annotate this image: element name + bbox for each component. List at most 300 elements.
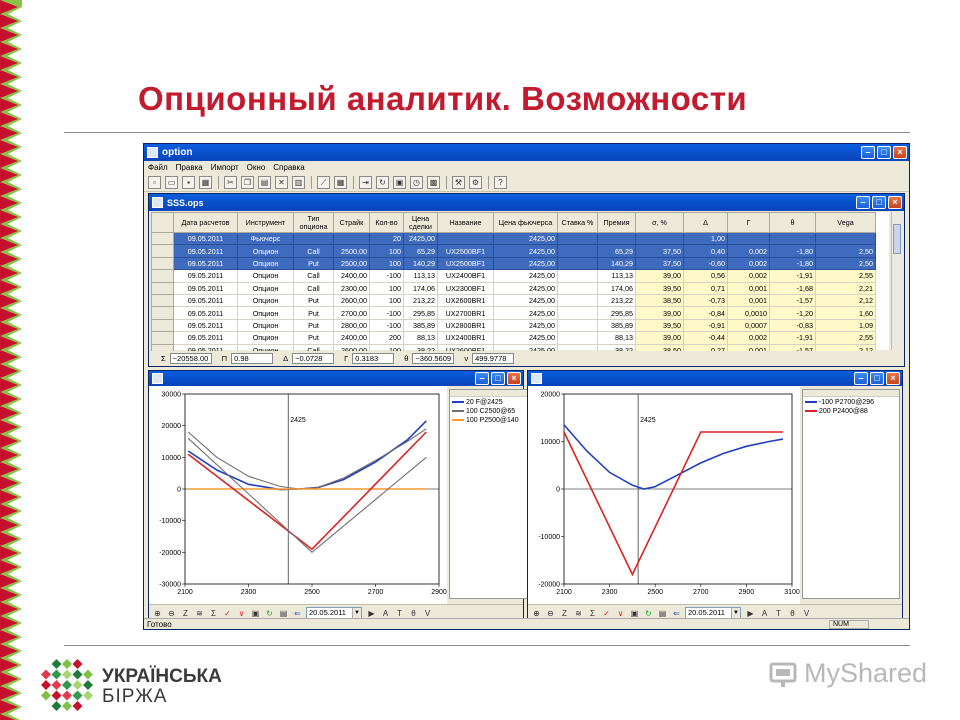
- table-cell[interactable]: 2425,00: [494, 319, 558, 331]
- table-cell[interactable]: 2600,00: [334, 294, 370, 306]
- table-cell[interactable]: -0,91: [684, 319, 728, 331]
- exchange-name-line2: БІРЖА: [102, 686, 168, 707]
- table-cell[interactable]: 213,22: [404, 294, 438, 306]
- table-cell[interactable]: 174,06: [404, 282, 438, 294]
- table-cell[interactable]: -100: [370, 319, 404, 331]
- toolbar-separator: [311, 176, 312, 189]
- chart-close-button[interactable]: ×: [507, 372, 521, 385]
- column-header[interactable]: Цена сделки: [404, 213, 438, 233]
- table-cell[interactable]: 2,55: [816, 332, 876, 344]
- chart-refresh-icon[interactable]: ↻: [266, 608, 273, 618]
- table-cell[interactable]: 1,09: [816, 319, 876, 331]
- table-cell[interactable]: Put: [294, 319, 334, 331]
- row-selector[interactable]: [152, 233, 174, 245]
- import-icon[interactable]: ⇥: [359, 176, 372, 189]
- table-cell[interactable]: 2425,00: [494, 307, 558, 319]
- table-cell[interactable]: 37,50: [636, 245, 684, 257]
- table-cell[interactable]: 2700,00: [334, 307, 370, 319]
- logo-diamond: [52, 670, 62, 680]
- table-cell[interactable]: 113,13: [404, 270, 438, 282]
- table-cell[interactable]: -100: [370, 270, 404, 282]
- table-cell[interactable]: 385,89: [404, 319, 438, 331]
- tools-icon[interactable]: ⚒: [452, 176, 465, 189]
- table-cell[interactable]: 0,001: [728, 294, 770, 306]
- table-cell[interactable]: 09.05.2011: [174, 245, 238, 257]
- table-cell[interactable]: -100: [370, 307, 404, 319]
- table-cell[interactable]: 140,29: [598, 257, 636, 269]
- table-cell[interactable]: -0,60: [684, 257, 728, 269]
- legend-item[interactable]: [805, 398, 897, 406]
- column-header[interactable]: Ставка %: [558, 213, 598, 233]
- table-cell[interactable]: 100: [370, 282, 404, 294]
- table-cell[interactable]: 20: [370, 233, 404, 245]
- table-cell[interactable]: 2425,00: [494, 332, 558, 344]
- table-maximize-button[interactable]: □: [872, 196, 886, 209]
- cut-icon[interactable]: ✂: [224, 176, 237, 189]
- table-cell[interactable]: 2425,00: [404, 233, 438, 245]
- table-window-titlebar[interactable]: [149, 194, 904, 211]
- table-cell[interactable]: 0,002: [728, 332, 770, 344]
- menu-file[interactable]: Файл: [148, 163, 168, 172]
- table-minimize-button[interactable]: –: [856, 196, 870, 209]
- table-cell[interactable]: UX2400BF1: [438, 270, 494, 282]
- summary-label: Σ: [161, 353, 166, 363]
- table-cell[interactable]: UX2700BR1: [438, 307, 494, 319]
- table-cell[interactable]: 385,89: [598, 319, 636, 331]
- table-cell[interactable]: 0,40: [684, 245, 728, 257]
- table-cell[interactable]: 09.05.2011: [174, 270, 238, 282]
- chart-window-titlebar[interactable]: [149, 371, 523, 386]
- table-row[interactable]: [152, 282, 876, 294]
- payoff-check-icon[interactable]: ✓: [603, 608, 610, 618]
- chart-close-button[interactable]: ×: [886, 372, 900, 385]
- table-cell[interactable]: [816, 233, 876, 245]
- table-cell[interactable]: 2425,00: [494, 270, 558, 282]
- table-cell[interactable]: UX2800BR1: [438, 319, 494, 331]
- payoff-chart[interactable]: [149, 386, 447, 604]
- table-cell[interactable]: [558, 233, 598, 245]
- table-cell[interactable]: 2425,00: [494, 257, 558, 269]
- logo-diamond: [73, 659, 83, 669]
- lines-icon[interactable]: ≋: [575, 608, 582, 618]
- table-cell[interactable]: [558, 257, 598, 269]
- legend-label: 20 F@2425: [466, 398, 503, 406]
- theta-button[interactable]: θ: [411, 608, 416, 618]
- x-tick-label: 2900: [738, 589, 755, 596]
- back-arrow-icon[interactable]: ⇐: [673, 608, 680, 618]
- table-cell[interactable]: [558, 307, 598, 319]
- table-cell[interactable]: Put: [294, 294, 334, 306]
- back-arrow-icon[interactable]: ⇐: [294, 608, 301, 618]
- table-cell[interactable]: 65,29: [598, 245, 636, 257]
- chart-print-icon[interactable]: ▤: [658, 608, 667, 618]
- main-toolbar: [144, 174, 909, 192]
- open-folder-icon[interactable]: ▭: [165, 176, 178, 189]
- theta-button[interactable]: θ: [790, 608, 795, 618]
- table-cell[interactable]: 213,22: [598, 294, 636, 306]
- delta-button[interactable]: A: [382, 608, 389, 618]
- payoff-v-icon[interactable]: ∨: [617, 608, 624, 618]
- grid-icon[interactable]: ▦: [334, 176, 347, 189]
- spot-price-label: 2425: [290, 417, 306, 424]
- chart-window-icon: [152, 373, 163, 384]
- table-cell[interactable]: [728, 233, 770, 245]
- table-cell[interactable]: 09.05.2011: [174, 233, 238, 245]
- table-cell[interactable]: 0,001: [728, 282, 770, 294]
- column-header[interactable]: Γ: [728, 213, 770, 233]
- document-icon: [152, 197, 163, 208]
- table-cell[interactable]: 2,21: [816, 282, 876, 294]
- table-vertical-scrollbar[interactable]: [891, 212, 902, 350]
- sum-button[interactable]: Σ: [211, 608, 216, 618]
- chart-icon[interactable]: ⟋: [317, 176, 330, 189]
- table-cell[interactable]: Опцион: [238, 282, 294, 294]
- lines-icon[interactable]: ≋: [196, 608, 203, 618]
- chevron-down-icon[interactable]: ▼: [352, 608, 361, 618]
- table-cell[interactable]: 2425,00: [494, 282, 558, 294]
- table-cell[interactable]: 100: [370, 294, 404, 306]
- exchange-name: [102, 667, 222, 707]
- table-cell[interactable]: -1,91: [770, 332, 816, 344]
- logo-diamond: [62, 701, 72, 711]
- table-icon[interactable]: ▥: [292, 176, 305, 189]
- table-cell[interactable]: -1,57: [770, 294, 816, 306]
- legend-label: 200 P2400@88: [819, 407, 868, 415]
- table-cell[interactable]: 09.05.2011: [174, 332, 238, 344]
- table-cell[interactable]: Call: [294, 282, 334, 294]
- table-cell[interactable]: [334, 233, 370, 245]
- table-cell[interactable]: 38,50: [636, 294, 684, 306]
- table-cell[interactable]: 2,50: [816, 257, 876, 269]
- table-cell[interactable]: Call: [294, 245, 334, 257]
- payoff-chart[interactable]: [528, 386, 800, 604]
- table-cell[interactable]: [438, 233, 494, 245]
- table-cell[interactable]: [558, 282, 598, 294]
- vega-button[interactable]: V: [803, 608, 810, 618]
- app-icon: [147, 147, 158, 158]
- column-header[interactable]: Инструмент: [238, 213, 294, 233]
- x-tick-label: 2700: [693, 589, 709, 596]
- positions-table: [151, 212, 876, 357]
- summary-label: Γ: [344, 353, 349, 363]
- zoom-out-icon[interactable]: ⊖: [547, 608, 554, 618]
- menu-edit[interactable]: Правка: [175, 163, 203, 172]
- table-cell[interactable]: 0,002: [728, 270, 770, 282]
- wrench-icon[interactable]: ⚙: [469, 176, 482, 189]
- y-tick-label: 20000: [161, 423, 181, 431]
- table-cell[interactable]: 09.05.2011: [174, 282, 238, 294]
- column-header[interactable]: Цена фьючерса: [494, 213, 558, 233]
- delta-button[interactable]: A: [761, 608, 768, 618]
- table-cell[interactable]: 0,0007: [728, 319, 770, 331]
- new-file-icon[interactable]: ▫: [148, 176, 161, 189]
- exchange-name-line1: УКРАЇНСЬКА: [102, 666, 222, 687]
- table-cell[interactable]: [558, 319, 598, 331]
- chart-minimize-button[interactable]: –: [475, 372, 489, 385]
- column-header[interactable]: Тип опциона: [294, 213, 334, 233]
- table-cell[interactable]: 200: [370, 332, 404, 344]
- table-cell[interactable]: 09.05.2011: [174, 257, 238, 269]
- slide-title: Опционный аналитик. Возможности: [138, 80, 748, 117]
- presentation-icon: [768, 659, 798, 689]
- y-tick-label: -20000: [159, 549, 181, 557]
- table-row[interactable]: [152, 233, 876, 245]
- table-cell[interactable]: 2425,00: [494, 233, 558, 245]
- table-cell[interactable]: [558, 245, 598, 257]
- zoom-reset-button[interactable]: Z: [562, 608, 567, 618]
- table-cell[interactable]: -1,91: [770, 270, 816, 282]
- table-cell[interactable]: 09.05.2011: [174, 307, 238, 319]
- column-header[interactable]: Премия: [598, 213, 636, 233]
- legend-label: 100 P2500@140: [466, 416, 519, 424]
- table-cell[interactable]: 100: [370, 257, 404, 269]
- table-cell[interactable]: 0,0010: [728, 307, 770, 319]
- table-cell[interactable]: Опцион: [238, 319, 294, 331]
- table-cell[interactable]: 140,29: [404, 257, 438, 269]
- table-cell[interactable]: Опцион: [238, 332, 294, 344]
- x-tick-label: 2900: [431, 589, 447, 596]
- table-cell[interactable]: 2300,00: [334, 282, 370, 294]
- sum-button[interactable]: Σ: [590, 608, 595, 618]
- menu-import[interactable]: Импорт: [210, 163, 239, 172]
- table-cell[interactable]: 88,13: [598, 332, 636, 344]
- column-header[interactable]: σ, %: [636, 213, 684, 233]
- table-cell[interactable]: UX2600BR1: [438, 294, 494, 306]
- paste-icon[interactable]: ▤: [258, 176, 271, 189]
- menu-help[interactable]: Справка: [273, 163, 305, 172]
- table-cell[interactable]: Опцион: [238, 294, 294, 306]
- table-row[interactable]: [152, 307, 876, 319]
- delete-icon[interactable]: ✕: [275, 176, 288, 189]
- table-cell[interactable]: -1,20: [770, 307, 816, 319]
- chart-minimize-button[interactable]: –: [854, 372, 868, 385]
- table-cell[interactable]: 0,002: [728, 245, 770, 257]
- table-cell[interactable]: 113,13: [598, 270, 636, 282]
- row-selector[interactable]: [152, 319, 174, 331]
- gamma-button[interactable]: T: [397, 608, 402, 618]
- table-cell[interactable]: -0,73: [684, 294, 728, 306]
- logo-diamond: [73, 680, 83, 690]
- zoom-out-icon[interactable]: ⊖: [168, 608, 175, 618]
- arrow-right-icon[interactable]: ▶: [747, 608, 754, 618]
- copy-icon[interactable]: ❐: [241, 176, 254, 189]
- calendar-icon[interactable]: ▣: [393, 176, 406, 189]
- app-titlebar[interactable]: [144, 144, 909, 161]
- table-cell[interactable]: [558, 294, 598, 306]
- table-cell[interactable]: 39,00: [636, 270, 684, 282]
- table-cell[interactable]: Put: [294, 257, 334, 269]
- menu-bar: [144, 161, 909, 174]
- zoom-reset-button[interactable]: Z: [183, 608, 188, 618]
- table-cell[interactable]: 2425,00: [494, 245, 558, 257]
- table-cell[interactable]: 2500,00: [334, 257, 370, 269]
- column-header[interactable]: Δ: [684, 213, 728, 233]
- table-cell[interactable]: 295,85: [598, 307, 636, 319]
- table-cell[interactable]: UX2500BF1: [438, 257, 494, 269]
- y-tick-label: -10000: [538, 534, 560, 541]
- row-selector[interactable]: [152, 294, 174, 306]
- table-cell[interactable]: 2,12: [816, 294, 876, 306]
- table-cell[interactable]: Опцион: [238, 245, 294, 257]
- table-cell[interactable]: -0,83: [770, 319, 816, 331]
- column-header[interactable]: Название: [438, 213, 494, 233]
- payoff-check-icon[interactable]: ✓: [224, 608, 231, 618]
- table-cell[interactable]: 100: [370, 245, 404, 257]
- table-cell[interactable]: Фьючерс: [238, 233, 294, 245]
- table-cell[interactable]: [294, 233, 334, 245]
- table-cell[interactable]: Опцион: [238, 257, 294, 269]
- menu-window[interactable]: Окно: [246, 163, 266, 172]
- table-cell[interactable]: 0,56: [684, 270, 728, 282]
- table-cell[interactable]: UX2300BF1: [438, 282, 494, 294]
- minimize-button[interactable]: –: [861, 146, 875, 159]
- table-cell[interactable]: 65,29: [404, 245, 438, 257]
- y-tick-label: -30000: [159, 581, 181, 589]
- payoff-chart-window-2: [527, 370, 903, 622]
- logo-diamond: [73, 691, 83, 701]
- zoom-in-icon[interactable]: ⊕: [533, 608, 540, 618]
- x-tick-label: 2100: [177, 589, 193, 596]
- table-cell[interactable]: Put: [294, 307, 334, 319]
- chevron-down-icon[interactable]: ▼: [731, 608, 740, 618]
- row-selector[interactable]: [152, 332, 174, 344]
- chart-maximize-button[interactable]: □: [870, 372, 884, 385]
- y-tick-label: -20000: [538, 581, 560, 589]
- table-cell[interactable]: Call: [294, 270, 334, 282]
- help-icon[interactable]: ?: [494, 176, 507, 189]
- table-close-button[interactable]: ×: [888, 196, 902, 209]
- table-cell[interactable]: [598, 233, 636, 245]
- table-cell[interactable]: [558, 270, 598, 282]
- table-cell[interactable]: 39,00: [636, 307, 684, 319]
- table-cell[interactable]: -0,44: [684, 332, 728, 344]
- table-cell[interactable]: UX2500BF1: [438, 245, 494, 257]
- table-cell[interactable]: 2425,00: [494, 294, 558, 306]
- column-header[interactable]: Дата расчетов: [174, 213, 238, 233]
- table-cell[interactable]: [558, 332, 598, 344]
- chart-window-icon: [531, 373, 542, 384]
- row-selector[interactable]: [152, 245, 174, 257]
- table-cell[interactable]: 2800,00: [334, 319, 370, 331]
- table-row[interactable]: [152, 270, 876, 282]
- column-header[interactable]: Страйк: [334, 213, 370, 233]
- table-cell[interactable]: Put: [294, 332, 334, 344]
- chart-export-icon[interactable]: ▣: [630, 608, 639, 618]
- save-icon[interactable]: ▪: [182, 176, 195, 189]
- logo-diamond: [83, 691, 93, 701]
- table-cell[interactable]: 09.05.2011: [174, 319, 238, 331]
- table-cell[interactable]: 88,13: [404, 332, 438, 344]
- legend-item[interactable]: [452, 398, 526, 406]
- chart-window-titlebar[interactable]: [528, 371, 902, 386]
- table-cell[interactable]: -0,84: [684, 307, 728, 319]
- table-cell[interactable]: -1,80: [770, 245, 816, 257]
- legend-item[interactable]: [452, 416, 526, 424]
- chart-print-icon[interactable]: ▤: [279, 608, 288, 618]
- maximize-button[interactable]: □: [877, 146, 891, 159]
- table-row[interactable]: [152, 245, 876, 257]
- logo-diamond: [62, 680, 72, 690]
- x-tick-label: 2500: [304, 589, 320, 596]
- title-divider: [64, 132, 910, 133]
- table-cell[interactable]: 2,50: [816, 245, 876, 257]
- arrow-right-icon[interactable]: ▶: [368, 608, 375, 618]
- chart-maximize-button[interactable]: □: [491, 372, 505, 385]
- table-cell[interactable]: 174,06: [598, 282, 636, 294]
- table-row[interactable]: [152, 294, 876, 306]
- table-cell[interactable]: 2400,00: [334, 332, 370, 344]
- table-cell[interactable]: 37,50: [636, 257, 684, 269]
- row-selector[interactable]: [152, 270, 174, 282]
- table-cell[interactable]: 0,71: [684, 282, 728, 294]
- row-selector[interactable]: [152, 307, 174, 319]
- row-selector[interactable]: [152, 257, 174, 269]
- calculator-icon[interactable]: ▩: [427, 176, 440, 189]
- column-header[interactable]: Кол-во: [370, 213, 404, 233]
- payoff-v-icon[interactable]: ∨: [238, 608, 245, 618]
- legend-item[interactable]: [805, 407, 897, 415]
- table-cell[interactable]: 39,50: [636, 319, 684, 331]
- table-row[interactable]: [152, 319, 876, 331]
- column-header[interactable]: θ: [770, 213, 816, 233]
- close-button[interactable]: ×: [893, 146, 907, 159]
- toolbar-separator: [488, 176, 489, 189]
- refresh-icon[interactable]: ↻: [376, 176, 389, 189]
- logo-diamond: [52, 659, 62, 669]
- table-row[interactable]: [152, 257, 876, 269]
- column-header[interactable]: Vega: [816, 213, 876, 233]
- table-cell[interactable]: Опцион: [238, 270, 294, 282]
- table-cell[interactable]: 1,00: [684, 233, 728, 245]
- gamma-button[interactable]: T: [776, 608, 781, 618]
- row-selector[interactable]: [152, 282, 174, 294]
- table-cell[interactable]: 39,50: [636, 282, 684, 294]
- x-tick-label: 2700: [367, 589, 384, 596]
- table-cell[interactable]: 09.05.2011: [174, 294, 238, 306]
- table-cell[interactable]: 2500,00: [334, 245, 370, 257]
- table-cell[interactable]: 39,00: [636, 332, 684, 344]
- summary-label: Δ: [283, 353, 289, 363]
- portfolio-summary-bar: [151, 351, 889, 365]
- legend-item[interactable]: [452, 407, 526, 415]
- summary-label: Π: [221, 353, 228, 363]
- scrollbar-thumb[interactable]: [893, 224, 901, 254]
- myshared-text: MyShared: [804, 658, 928, 688]
- table-cell[interactable]: 1,60: [816, 307, 876, 319]
- table-cell[interactable]: Опцион: [238, 307, 294, 319]
- logo-diamond: [83, 680, 93, 690]
- payoff-chart-window-1: [148, 370, 524, 622]
- table-row[interactable]: [152, 332, 876, 344]
- clock-icon[interactable]: ◷: [410, 176, 423, 189]
- export-icon[interactable]: ▦: [199, 176, 212, 189]
- vega-button[interactable]: V: [424, 608, 431, 618]
- table-cell[interactable]: UX2400BR1: [438, 332, 494, 344]
- num-lock-indicator: NUM: [829, 620, 869, 629]
- table-cell[interactable]: [636, 233, 684, 245]
- table-cell[interactable]: 0,002: [728, 257, 770, 269]
- x-tick-label: 2300: [240, 589, 257, 596]
- chart-export-icon[interactable]: ▣: [251, 608, 260, 618]
- table-cell[interactable]: -1,80: [770, 257, 816, 269]
- table-cell[interactable]: 2,55: [816, 270, 876, 282]
- zoom-in-icon[interactable]: ⊕: [154, 608, 161, 618]
- table-cell[interactable]: -1,68: [770, 282, 816, 294]
- table-cell[interactable]: [770, 233, 816, 245]
- chart-refresh-icon[interactable]: ↻: [645, 608, 652, 618]
- table-cell[interactable]: 295,85: [404, 307, 438, 319]
- table-cell[interactable]: 2400,00: [334, 270, 370, 282]
